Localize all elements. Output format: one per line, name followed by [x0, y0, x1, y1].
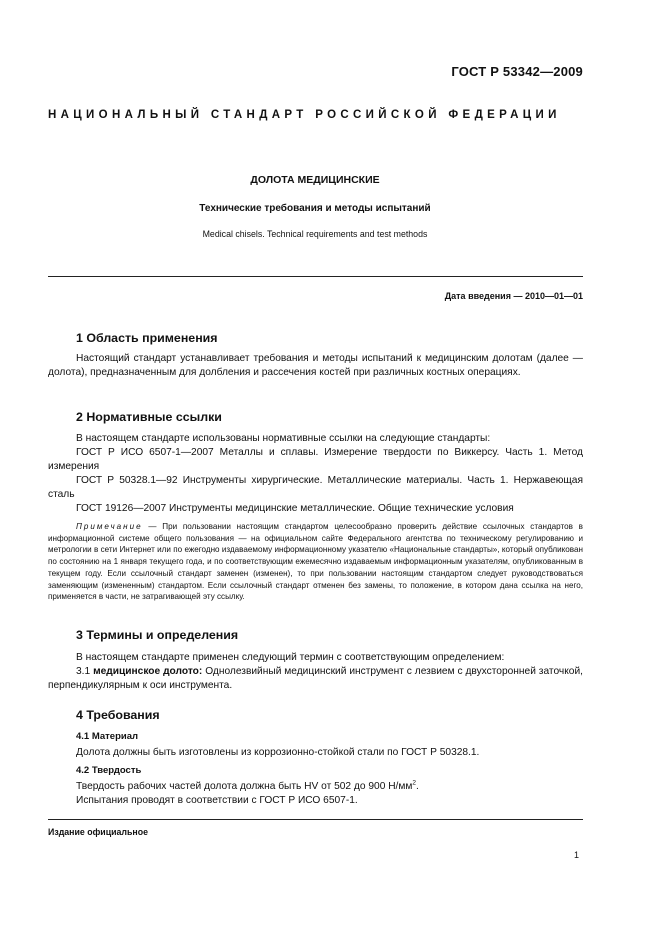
- term-name: медицинское долото:: [93, 666, 203, 677]
- english-title: Medical chisels. Technical requirements and test methods: [202, 229, 428, 239]
- subsection-4-2-text-2: Испытания проводят в соответствии с ГОСТ Р ИСО 6507-1.: [76, 795, 358, 806]
- standard-code: ГОСТ Р 53342—2009: [451, 64, 583, 79]
- section-3-heading: 3 Термины и определения: [76, 628, 239, 642]
- top-divider: [48, 276, 583, 277]
- normative-reference: ГОСТ Р ИСО 6507-1—2007 Металлы и сплавы. Измерение твердости по Виккерсу. Часть 1. Метод измерения: [48, 447, 583, 472]
- section-1-heading: 1 Область применения: [76, 331, 218, 345]
- superscript: 2: [412, 779, 417, 787]
- introduction-date: Дата введения — 2010—01—01: [444, 291, 583, 301]
- normative-reference: ГОСТ Р 50328.1—92 Инструменты хирургические. Металлические материалы. Часть 1. Нержавеющая сталь: [48, 475, 583, 500]
- section-3-intro: В настоящем стандарте применен следующий термин с соответствующим определением:: [76, 652, 505, 663]
- national-standard-banner: НАЦИОНАЛЬНЫЙ СТАНДАРТ РОССИЙСКОЙ ФЕДЕРАЦИИ: [48, 109, 561, 121]
- subsection-4-2-text: [76, 780, 583, 794]
- section-2-heading: 2 Нормативные ссылки: [76, 410, 222, 424]
- section-4-heading: 4 Требования: [76, 708, 160, 722]
- normative-reference: ГОСТ 19126—2007 Инструменты медицинские металлические. Общие технические условия: [76, 503, 514, 514]
- hardness-text: Твердость рабочих частей долота должна быть HV от 502 до 900 Н/мм: [76, 781, 413, 792]
- section-2-note: [48, 521, 583, 603]
- note-text: — При пользовании настоящим стандартом целесообразно проверить действие ссылочных стандартов в информационной системе общего пользования — на официальном сайте Федерального агентства по техническому регулированию и метрологии в сети Интернет или по ежегодно издаваемому информационному указателю «Национальные стандарты», который опубликован по состоянию на 1 января текущего года, и по соответствующим ежемесячно издаваемым информационным указателям, опубликованным в текущем году. Если ссылочный стандарт заменен (изменен), то при пользовании настоящим стандартом следует руководствоваться заменяющим (измененным) стандартом. Если ссылочный стандарт отменен без замены, то положение, в котором дана ссылка на него, применяется в части, не затрагивающей эту ссылку.: [48, 522, 583, 602]
- page-number: 1: [573, 850, 579, 860]
- term-definition: [48, 665, 583, 693]
- edition-label: Издание официальное: [48, 827, 148, 837]
- document-subtitle: Технические требования и методы испытаний: [199, 203, 431, 214]
- term-number: 3.1: [76, 666, 91, 677]
- note-label: Примечание: [76, 522, 143, 531]
- section-1-text: Настоящий стандарт устанавливает требования и методы испытаний к медицинским долотам (далее — долота), предназначенным для долбления и рассечения костей при различных костных операциях.: [48, 353, 583, 378]
- document-title: ДОЛОТА МЕДИЦИНСКИЕ: [250, 174, 380, 186]
- subsection-4-1-heading: 4.1 Материал: [76, 731, 139, 742]
- term-definition-text: Однолезвийный медицинский инструмент с лезвием с двухсторонней заточкой, перпендикулярным к оси инструмента.: [48, 666, 583, 691]
- hardness-end: .: [416, 781, 419, 792]
- section-2-intro: В настоящем стандарте использованы нормативные ссылки на следующие стандарты:: [76, 433, 491, 444]
- subsection-4-2-heading: 4.2 Твердость: [76, 765, 142, 776]
- bottom-divider: [48, 819, 583, 820]
- subsection-4-1-text: Долота должны быть изготовлены из коррозионно-стойкой стали по ГОСТ Р 50328.1.: [76, 747, 480, 758]
